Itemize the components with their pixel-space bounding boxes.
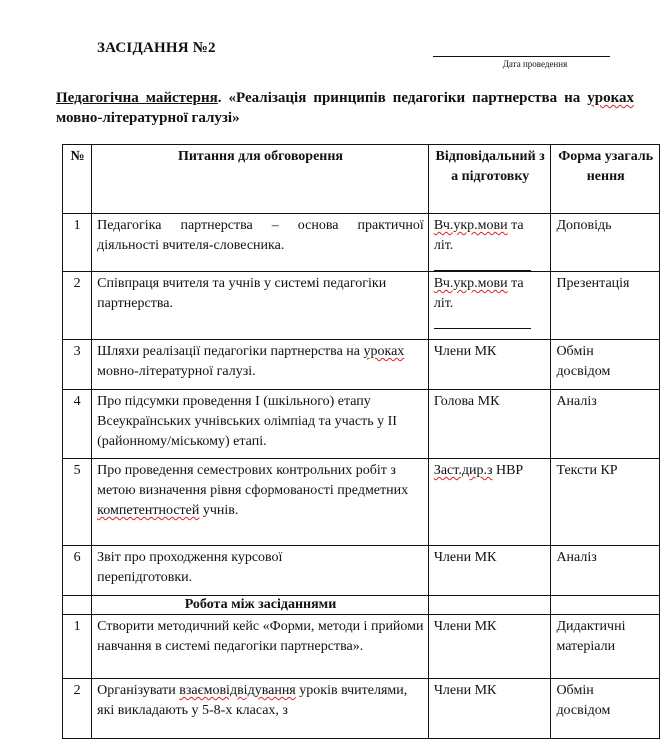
section-title: Робота між засіданнями [92,596,429,615]
row-responsible: Голова МК [428,390,551,459]
section-empty-cell [428,596,551,615]
subtitle-misspelled-word: уроках [587,90,634,106]
table-row [63,679,660,739]
row-topic [92,340,429,390]
topic-text-2: учнів. [199,503,239,518]
table-row [63,272,660,340]
responsible-rest: та літ. [433,276,524,311]
row-form: Обмін досвідом [551,679,660,739]
row-form: Доповідь [551,214,660,272]
table-row [63,615,660,679]
row-number: 3 [63,340,92,390]
topic-text-1: Про проведення семестрових контрольних робіт з метою визначення рівня сформованості предметних [97,463,409,498]
row-form: Аналіз [551,546,660,596]
subtitle-dot: . [217,90,222,106]
row-responsible: Члени МК [428,546,551,596]
row-form: Тексти КР [551,459,660,546]
row-responsible [428,459,551,546]
row-responsible: Члени МК [428,340,551,390]
subtitle-text-2: мовно-літературної галузі» [56,110,240,126]
section-header-row [63,596,660,615]
row-form: Обмін досвідом [551,340,660,390]
agenda-table [62,144,660,739]
meeting-subtitle [56,88,634,128]
header-responsible: Відповідальний за підготовку [428,145,551,214]
signature-line [434,328,531,329]
row-form: Аналіз [551,390,660,459]
row-responsible: Члени МК [428,679,551,739]
date-label: Дата проведення [502,59,568,69]
table-row [63,340,660,390]
date-signature-line [433,56,610,57]
topic-misspelled: уроках [363,344,405,359]
row-responsible: Члени МК [428,615,551,679]
row-form: Презентація [551,272,660,340]
topic-misspelled: взаємовідвідування [179,683,296,698]
topic-text-1: Шляхи реалізації педагогіки партнерства на [97,344,364,359]
header-topic: Питання для обговорення [92,145,429,214]
row-number: 2 [63,679,92,739]
row-number: 1 [63,214,92,272]
row-topic: Про підсумки проведення І (шкільного) етапу Всеукраїнських учнівських олімпіад та участь у ІІ (районному/міському) етапі. [92,390,429,459]
subtitle-text-1: «Реалізація принципів педагогіки партнерства на [221,90,588,106]
row-topic: Співпраця вчителя та учнів у системі педагогіки партнерства. [92,272,429,340]
section-empty-cell [551,596,660,615]
table-row [63,546,660,596]
topic-text-1: Організувати [97,683,180,698]
header-form: Форма узагальнення [551,145,660,214]
row-number: 4 [63,390,92,459]
topic-misspelled: компетентностей [97,503,200,518]
responsible-rest: НВР [492,463,524,478]
table-header-row [63,145,660,214]
responsible-rest: та літ. [433,218,524,253]
meeting-title: ЗАСІДАННЯ №2 [97,40,216,56]
section-empty-cell [63,596,92,615]
row-topic: Звіт про проходження курсової перепідготовки. [92,546,429,596]
row-topic: Створити методичний кейс «Форми, методи і прийоми навчання в системі педагогіки партнерства». [92,615,429,679]
row-form: Дидактичні матеріали [551,615,660,679]
row-responsible [428,214,551,272]
responsible-misspelled: Вч.укр.мови [433,276,508,291]
responsible-misspelled: Вч.укр.мови [433,218,508,233]
topic-text-2: мовно-літературної галузі. [97,364,256,379]
row-topic [92,459,429,546]
row-responsible [428,272,551,340]
header-number: № [63,145,92,214]
subtitle-label: Педагогічна майстерня [56,90,218,106]
row-topic: Педагогіка партнерства – основа практичної діяльності вчителя-словесника. [92,214,429,272]
row-number: 5 [63,459,92,546]
table-row [63,459,660,546]
row-number: 1 [63,615,92,679]
responsible-misspelled: Заст.дир.з [433,463,493,478]
row-number: 2 [63,272,92,340]
table-row [63,390,660,459]
table-row [63,214,660,272]
row-number: 6 [63,546,92,596]
row-topic [92,679,429,739]
topic-text-2: уроків вчителями, які викладають у 5-8-х класах, з [97,683,408,718]
